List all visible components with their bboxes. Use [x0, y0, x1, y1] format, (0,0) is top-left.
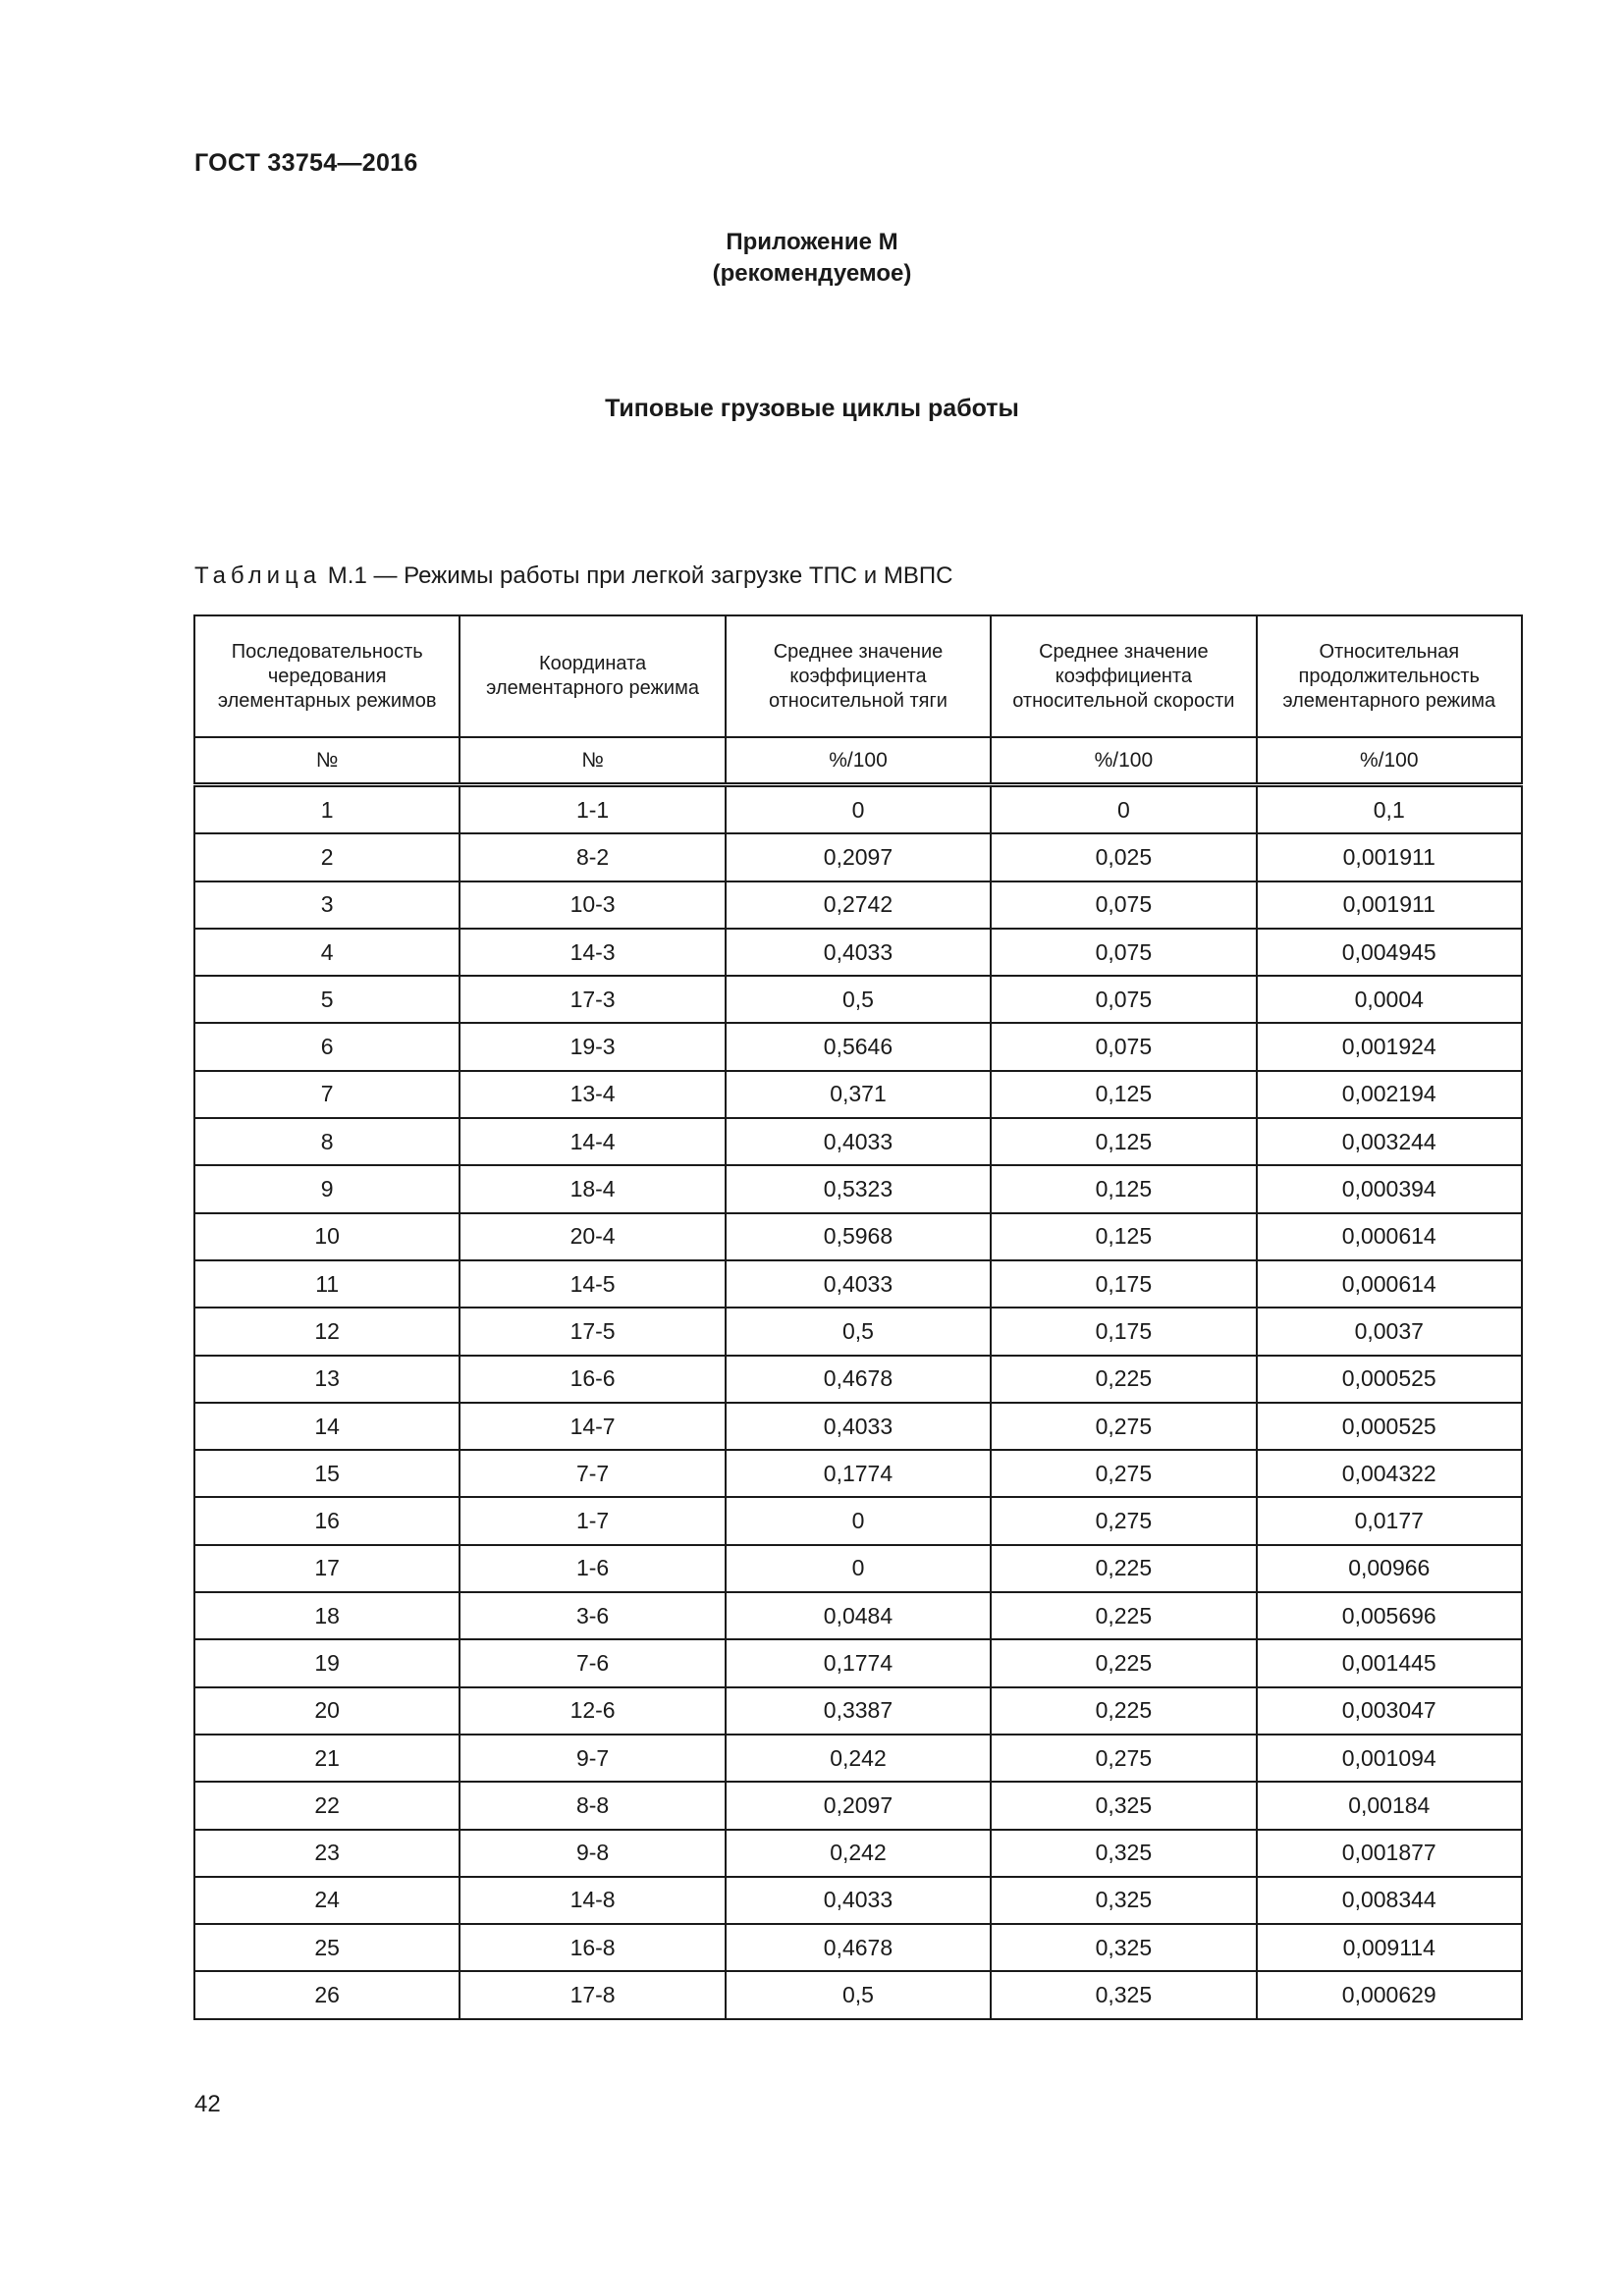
cell-duration: 0,001911 — [1257, 881, 1522, 929]
cell-duration: 0,008344 — [1257, 1877, 1522, 1924]
table-row — [194, 1877, 1522, 1924]
cell-coordinate: 10-3 — [460, 881, 725, 929]
cell-thrust: 0,2097 — [726, 1782, 991, 1829]
cell-duration: 0,004945 — [1257, 929, 1522, 976]
table-row — [194, 833, 1522, 881]
cell-sequence: 26 — [194, 1971, 460, 2018]
section-title: Типовые грузовые циклы работы — [605, 395, 1019, 422]
table-row — [194, 785, 1522, 834]
table-row — [194, 1165, 1522, 1212]
cell-sequence: 22 — [194, 1782, 460, 1829]
table-row — [194, 976, 1522, 1023]
cell-speed: 0,125 — [991, 1071, 1256, 1118]
cell-speed: 0,175 — [991, 1260, 1256, 1308]
cell-speed: 0,175 — [991, 1308, 1256, 1355]
unit-coordinate: № — [460, 737, 725, 785]
table-header — [194, 615, 1522, 785]
table-body — [194, 785, 1522, 2019]
cell-speed: 0,325 — [991, 1877, 1256, 1924]
cell-speed: 0,225 — [991, 1687, 1256, 1735]
cell-thrust: 0,4678 — [726, 1356, 991, 1403]
cell-coordinate: 8-2 — [460, 833, 725, 881]
cell-sequence: 21 — [194, 1735, 460, 1782]
cell-duration: 0,002194 — [1257, 1071, 1522, 1118]
table-row — [194, 1213, 1522, 1260]
cell-speed: 0,025 — [991, 833, 1256, 881]
cell-coordinate: 1-6 — [460, 1545, 725, 1592]
cell-sequence: 11 — [194, 1260, 460, 1308]
cell-thrust: 0,371 — [726, 1071, 991, 1118]
cell-duration: 0,001924 — [1257, 1023, 1522, 1070]
cell-sequence: 20 — [194, 1687, 460, 1735]
cell-sequence: 17 — [194, 1545, 460, 1592]
cell-thrust: 0,242 — [726, 1830, 991, 1877]
cell-coordinate: 7-6 — [460, 1639, 725, 1686]
cell-speed: 0,325 — [991, 1782, 1256, 1829]
cell-coordinate: 7-7 — [460, 1450, 725, 1497]
cell-coordinate: 18-4 — [460, 1165, 725, 1212]
cell-coordinate: 17-8 — [460, 1971, 725, 2018]
cell-speed: 0,075 — [991, 976, 1256, 1023]
cell-thrust: 0,2097 — [726, 833, 991, 881]
cell-sequence: 14 — [194, 1403, 460, 1450]
cell-sequence: 4 — [194, 929, 460, 976]
cell-coordinate: 14-7 — [460, 1403, 725, 1450]
cell-duration: 0,000525 — [1257, 1403, 1522, 1450]
column-headers-row — [194, 615, 1522, 737]
cell-thrust: 0,4033 — [726, 929, 991, 976]
cell-duration: 0,001911 — [1257, 833, 1522, 881]
cell-speed: 0,225 — [991, 1545, 1256, 1592]
unit-speed: %/100 — [991, 737, 1256, 785]
cell-duration: 0,0037 — [1257, 1308, 1522, 1355]
units-row — [194, 737, 1522, 785]
cell-speed: 0,075 — [991, 1023, 1256, 1070]
cell-speed: 0,225 — [991, 1356, 1256, 1403]
table-row — [194, 1924, 1522, 1971]
table-row — [194, 1592, 1522, 1639]
unit-duration: %/100 — [1257, 737, 1522, 785]
cell-duration: 0,003047 — [1257, 1687, 1522, 1735]
cell-sequence: 6 — [194, 1023, 460, 1070]
cell-thrust: 0,1774 — [726, 1450, 991, 1497]
table-row — [194, 1118, 1522, 1165]
cell-thrust: 0,5 — [726, 1308, 991, 1355]
cell-sequence: 16 — [194, 1497, 460, 1544]
cell-speed: 0,275 — [991, 1497, 1256, 1544]
cell-sequence: 24 — [194, 1877, 460, 1924]
table-row — [194, 1356, 1522, 1403]
table-row — [194, 881, 1522, 929]
cell-coordinate: 9-7 — [460, 1735, 725, 1782]
appendix-heading — [0, 227, 1624, 290]
cell-thrust: 0,0484 — [726, 1592, 991, 1639]
cell-thrust: 0 — [726, 785, 991, 834]
cell-duration: 0,005696 — [1257, 1592, 1522, 1639]
cell-thrust: 0,4033 — [726, 1118, 991, 1165]
cell-thrust: 0,4033 — [726, 1403, 991, 1450]
cell-duration: 0,1 — [1257, 785, 1522, 834]
table-row — [194, 1308, 1522, 1355]
cell-sequence: 25 — [194, 1924, 460, 1971]
cell-thrust: 0,2742 — [726, 881, 991, 929]
table-row — [194, 1071, 1522, 1118]
cell-speed: 0,325 — [991, 1830, 1256, 1877]
table-row — [194, 1450, 1522, 1497]
cell-sequence: 12 — [194, 1308, 460, 1355]
table-row — [194, 1830, 1522, 1877]
column-header-thrust: Среднее значение коэффициента относительной тяги — [726, 615, 991, 737]
cell-duration: 0,0177 — [1257, 1497, 1522, 1544]
cell-duration: 0,00966 — [1257, 1545, 1522, 1592]
cell-duration: 0,000394 — [1257, 1165, 1522, 1212]
cell-speed: 0,075 — [991, 881, 1256, 929]
cell-thrust: 0,4033 — [726, 1260, 991, 1308]
table-caption-text: М.1 — Режимы работы при легкой загрузке ТПС и МВПС — [327, 562, 953, 589]
cell-sequence: 9 — [194, 1165, 460, 1212]
cell-duration: 0,000629 — [1257, 1971, 1522, 2018]
cell-coordinate: 16-6 — [460, 1356, 725, 1403]
cell-sequence: 19 — [194, 1639, 460, 1686]
cell-sequence: 8 — [194, 1118, 460, 1165]
cell-coordinate: 8-8 — [460, 1782, 725, 1829]
table-row — [194, 1403, 1522, 1450]
cell-sequence: 13 — [194, 1356, 460, 1403]
cell-duration: 0,001877 — [1257, 1830, 1522, 1877]
cell-coordinate: 19-3 — [460, 1023, 725, 1070]
cell-thrust: 0,3387 — [726, 1687, 991, 1735]
cell-sequence: 1 — [194, 785, 460, 834]
cell-speed: 0 — [991, 785, 1256, 834]
cell-coordinate: 12-6 — [460, 1687, 725, 1735]
column-header-sequence: Последовательность чередования элементарных режимов — [194, 615, 460, 737]
table-row — [194, 1735, 1522, 1782]
cell-speed: 0,125 — [991, 1213, 1256, 1260]
cell-speed: 0,125 — [991, 1118, 1256, 1165]
cell-duration: 0,00184 — [1257, 1782, 1522, 1829]
cell-thrust: 0,5323 — [726, 1165, 991, 1212]
cell-speed: 0,275 — [991, 1403, 1256, 1450]
table-row — [194, 1497, 1522, 1544]
column-header-coordinate: Координата элементарного режима — [460, 615, 725, 737]
cell-sequence: 7 — [194, 1071, 460, 1118]
cell-duration: 0,0004 — [1257, 976, 1522, 1023]
table-row — [194, 1260, 1522, 1308]
cell-coordinate: 16-8 — [460, 1924, 725, 1971]
cell-thrust: 0,5 — [726, 976, 991, 1023]
table-row — [194, 1023, 1522, 1070]
cell-speed: 0,325 — [991, 1971, 1256, 2018]
cell-thrust: 0 — [726, 1545, 991, 1592]
cell-sequence: 3 — [194, 881, 460, 929]
cell-speed: 0,275 — [991, 1450, 1256, 1497]
cell-thrust: 0,242 — [726, 1735, 991, 1782]
table-row — [194, 1687, 1522, 1735]
column-header-speed: Среднее значение коэффициента относительной скорости — [991, 615, 1256, 737]
cell-duration: 0,003244 — [1257, 1118, 1522, 1165]
table-row — [194, 929, 1522, 976]
cell-coordinate: 3-6 — [460, 1592, 725, 1639]
cell-duration: 0,000614 — [1257, 1213, 1522, 1260]
cell-coordinate: 9-8 — [460, 1830, 725, 1877]
appendix-title: Приложение М — [726, 229, 898, 255]
cell-duration: 0,001094 — [1257, 1735, 1522, 1782]
cell-coordinate: 17-5 — [460, 1308, 725, 1355]
cell-coordinate: 1-1 — [460, 785, 725, 834]
cell-duration: 0,004322 — [1257, 1450, 1522, 1497]
cell-coordinate: 17-3 — [460, 976, 725, 1023]
cell-coordinate: 13-4 — [460, 1071, 725, 1118]
cell-duration: 0,001445 — [1257, 1639, 1522, 1686]
cell-sequence: 18 — [194, 1592, 460, 1639]
cell-coordinate: 14-4 — [460, 1118, 725, 1165]
cell-thrust: 0,1774 — [726, 1639, 991, 1686]
cell-coordinate: 1-7 — [460, 1497, 725, 1544]
cell-coordinate: 20-4 — [460, 1213, 725, 1260]
cell-thrust: 0,4033 — [726, 1877, 991, 1924]
document-code: ГОСТ 33754—2016 — [194, 149, 418, 177]
cell-thrust: 0,5646 — [726, 1023, 991, 1070]
cell-duration: 0,000525 — [1257, 1356, 1522, 1403]
cell-coordinate: 14-3 — [460, 929, 725, 976]
cell-sequence: 5 — [194, 976, 460, 1023]
cell-thrust: 0,4678 — [726, 1924, 991, 1971]
cell-thrust: 0 — [726, 1497, 991, 1544]
table-caption — [194, 562, 952, 590]
page-number: 42 — [194, 2091, 221, 2117]
cell-thrust: 0,5 — [726, 1971, 991, 2018]
cell-speed: 0,225 — [991, 1592, 1256, 1639]
modes-table — [193, 614, 1523, 2020]
cell-coordinate: 14-8 — [460, 1877, 725, 1924]
cell-sequence: 2 — [194, 833, 460, 881]
column-header-duration: Относительная продолжительность элементарного режима — [1257, 615, 1522, 737]
cell-speed: 0,125 — [991, 1165, 1256, 1212]
cell-sequence: 23 — [194, 1830, 460, 1877]
table-row — [194, 1782, 1522, 1829]
cell-duration: 0,009114 — [1257, 1924, 1522, 1971]
table-row — [194, 1971, 1522, 2018]
cell-sequence: 15 — [194, 1450, 460, 1497]
appendix-status: (рекомендуемое) — [712, 260, 912, 287]
cell-speed: 0,275 — [991, 1735, 1256, 1782]
unit-thrust: %/100 — [726, 737, 991, 785]
table-row — [194, 1639, 1522, 1686]
cell-thrust: 0,5968 — [726, 1213, 991, 1260]
table-caption-label: Таблица — [194, 562, 322, 589]
cell-speed: 0,325 — [991, 1924, 1256, 1971]
unit-sequence: № — [194, 737, 460, 785]
cell-speed: 0,075 — [991, 929, 1256, 976]
cell-sequence: 10 — [194, 1213, 460, 1260]
cell-speed: 0,225 — [991, 1639, 1256, 1686]
cell-coordinate: 14-5 — [460, 1260, 725, 1308]
table-row — [194, 1545, 1522, 1592]
cell-duration: 0,000614 — [1257, 1260, 1522, 1308]
